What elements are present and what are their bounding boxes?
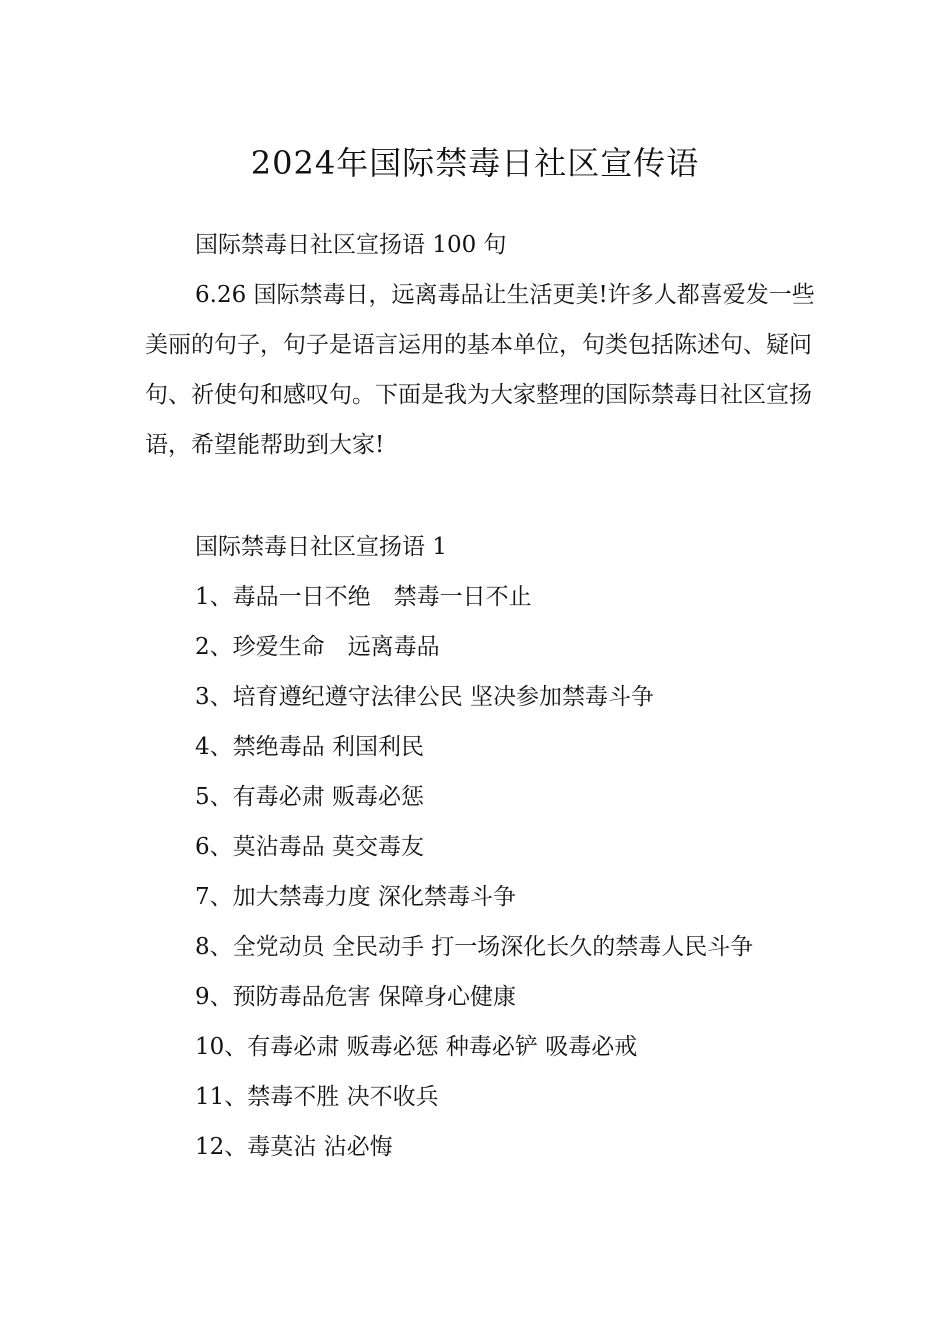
subtitle-paragraph: 国际禁毒日社区宣扬语 100 句	[195, 232, 507, 258]
list-item: 7、加大禁毒力度 深化禁毒斗争	[195, 884, 516, 910]
document-body	[145, 220, 815, 1172]
list-item: 4、禁绝毒品 利国利民	[195, 734, 424, 760]
list-item: 3、培育遵纪遵守法律公民 坚决参加禁毒斗争	[195, 684, 654, 710]
list-item: 5、有毒必肃 贩毒必惩	[195, 784, 424, 810]
list-item: 12、毒莫沾 沾必悔	[195, 1134, 393, 1160]
paragraph-gap	[145, 470, 815, 522]
list-item: 8、全党动员 全民动手 打一场深化长久的禁毒人民斗争	[195, 934, 754, 960]
list-item: 9、预防毒品危害 保障身心健康	[195, 984, 516, 1010]
list-item: 10、有毒必肃 贩毒必惩 种毒必铲 吸毒必戒	[195, 1034, 638, 1060]
list-item: 1、毒品一日不绝 禁毒一日不止	[195, 584, 532, 610]
intro-paragraph: 6.26 国际禁毒日，远离毒品让生活更美!许多人都喜爱发一些美丽的句子，句子是语言运用的基本单位，句类包括陈述句、疑问句、祈使句和感叹句。下面是我为大家整理的国际禁毒日社区宣扬语，希望能帮助到大家!	[145, 282, 815, 458]
list-item: 11、禁毒不胜 决不收兵	[195, 1084, 439, 1110]
document-title: 2024年国际禁毒日社区宣传语	[250, 144, 700, 182]
list-item: 2、珍爱生命 远离毒品	[195, 634, 440, 660]
list-item: 6、莫沾毒品 莫交毒友	[195, 834, 424, 860]
section-heading: 国际禁毒日社区宣扬语 1	[195, 534, 447, 560]
